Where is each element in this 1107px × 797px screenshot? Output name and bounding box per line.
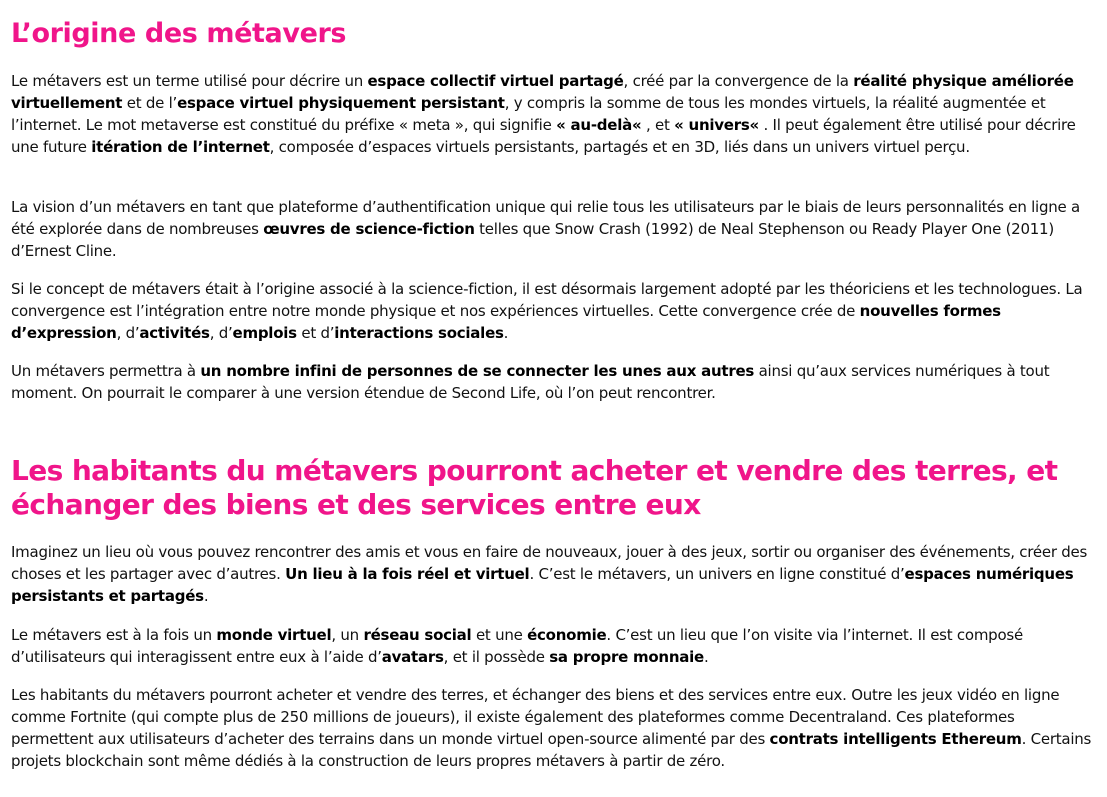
bold-text: activités: [139, 324, 210, 342]
bold-text: œuvres de science-fiction: [263, 220, 475, 238]
bold-text: économie: [527, 626, 607, 644]
bold-text: réseau social: [363, 626, 472, 644]
text-run: Le métavers est à la fois un: [11, 626, 217, 644]
text-run: . Certains projets blockchain sont même dédiés à la construction de leurs propres métavers à partir de zéro.: [11, 730, 1092, 770]
section-1-heading: L’origine des métavers: [11, 18, 347, 49]
bold-text: espaces numériques persistants et partagés: [11, 565, 1074, 605]
text-run: Les habitants du métavers pourront acheter et vendre des terres, et échanger des biens et des services entre eux. Outre les jeux vidéo en ligne comme Fortnite (qui compte plus de 250 millions de joueurs), il existe également des plateformes comme Decentraland. Ces plateformes permettent aux utilisateurs d’acheter des terrains dans un monde virtuel open-source alimenté par des: [11, 686, 1060, 748]
text-run: , et: [641, 116, 675, 134]
text-run: . C’est le métavers, un univers en ligne constitué d’: [529, 565, 905, 583]
paragraph: [11, 70, 1096, 158]
text-run: , y compris la somme de tous les mondes virtuels, la réalité augmentée et l’internet. Le mot metaverse est constitué du préfixe « meta », qui signifie: [11, 94, 1046, 134]
text-run: Si le concept de métavers était à l’origine associé à la science-fiction, il est désormais largement adopté par les théoriciens et les technologues. La convergence est l’intégration entre notre monde physique et nos expériences virtuelles. Cette convergence crée de: [11, 280, 1083, 320]
bold-text: espace collectif virtuel partagé: [367, 72, 624, 90]
text-run: et de l’: [122, 94, 178, 112]
bold-text: emplois: [232, 324, 297, 342]
paragraph: [11, 196, 1096, 262]
bold-text: « au-delà«: [556, 116, 642, 134]
text-run: Le métavers est un terme utilisé pour décrire un: [11, 72, 368, 90]
paragraph: [11, 360, 1096, 404]
bold-text: monde virtuel: [216, 626, 332, 644]
text-run: , et il possède: [443, 648, 550, 666]
bold-text: nouvelles formes d’expression: [11, 302, 1001, 342]
text-run: . Il peut également être utilisé pour décrire une future: [11, 116, 1076, 156]
bold-text: itération de l’internet: [91, 138, 270, 156]
text-run: et d’: [296, 324, 335, 342]
bold-text: un nombre infini de personnes de se connecter les unes aux autres: [200, 362, 755, 380]
bold-text: réalité physique améliorée virtuellement: [11, 72, 1074, 112]
text-run: .: [503, 324, 509, 342]
text-run: .: [203, 587, 209, 605]
text-run: , un: [331, 626, 364, 644]
bold-text: avatars: [381, 648, 444, 666]
bold-text: Un lieu à la fois réel et virtuel: [285, 565, 530, 583]
paragraph: [11, 278, 1096, 344]
bold-text: sa propre monnaie: [549, 648, 704, 666]
text-run: La vision d’un métavers en tant que plateforme d’authentification unique qui relie tous les utilisateurs par le biais de leurs personnalités en ligne a été explorée dans de nombreuses: [11, 198, 1080, 238]
text-run: , d’: [116, 324, 140, 342]
text-run: , d’: [209, 324, 233, 342]
text-run: , créé par la convergence de la: [623, 72, 854, 90]
text-run: .: [703, 648, 709, 666]
text-run: ainsi qu’aux services numériques à tout moment. On pourrait le comparer à une version étendue de Second Life, où l’on peut rencontrer.: [11, 362, 1050, 402]
text-run: , composée d’espaces virtuels persistants, partagés et en 3D, liés dans un univers virtuel perçu.: [269, 138, 970, 156]
text-run: Un métavers permettra à: [11, 362, 201, 380]
text-run: . C’est un lieu que l’on visite via l’internet. Il est composé d’utilisateurs qui interagissent entre eux à l’aide d’: [11, 626, 1023, 666]
paragraph: [11, 684, 1096, 772]
section-2-heading: Les habitants du métavers pourront acheter et vendre des terres, et échanger des biens et des services entre eux: [11, 454, 1058, 521]
bold-text: interactions sociales: [334, 324, 504, 342]
bold-text: espace virtuel physiquement persistant: [177, 94, 505, 112]
bold-text: contrats intelligents Ethereum: [769, 730, 1022, 748]
paragraph: [11, 541, 1096, 607]
bold-text: « univers«: [674, 116, 759, 134]
paragraph: [11, 624, 1096, 668]
text-run: Imaginez un lieu où vous pouvez rencontrer des amis et vous en faire de nouveaux, jouer à des jeux, sortir ou organiser des événements, créer des choses et les partager avec d’autres.: [11, 543, 1088, 583]
text-run: et une: [471, 626, 528, 644]
text-run: telles que Snow Crash (1992) de Neal Stephenson ou Ready Player One (2011) d’Ernest Cline.: [11, 220, 1054, 260]
